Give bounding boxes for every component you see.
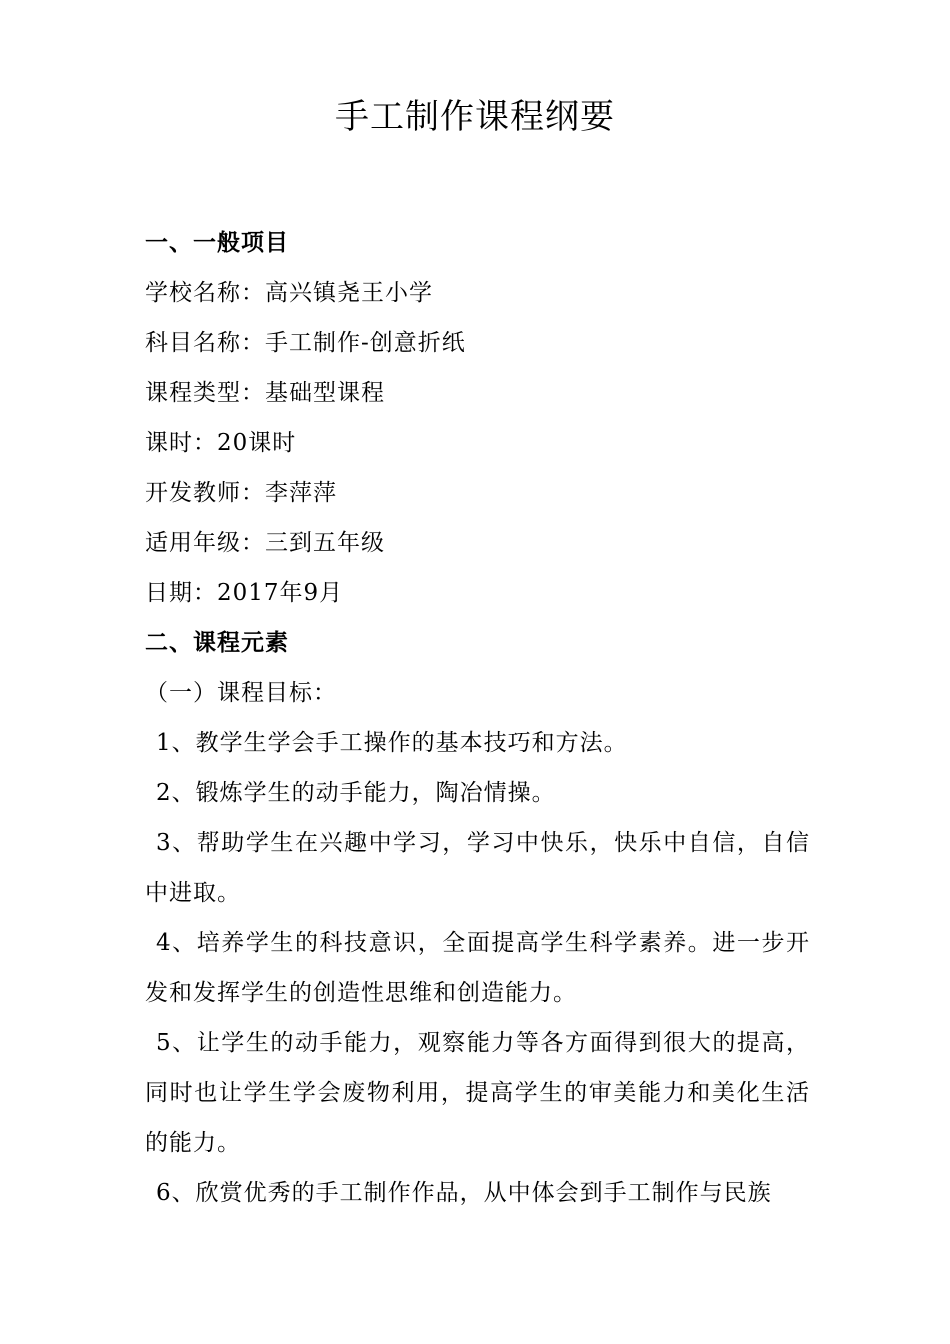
school-name-line: 学校名称：高兴镇尧王小学: [145, 280, 433, 306]
subject-name-line: 科目名称：手工制作-创意折纸: [145, 330, 466, 356]
section-heading-elements: 二、课程元素: [145, 630, 289, 656]
document-title: 手工制作课程纲要: [335, 97, 615, 137]
teacher-line: 开发教师：李萍萍: [145, 480, 337, 506]
goal-item: 4、培养学生的科技意识，全面提高学生科学素养。进一步开发和发挥学生的创造性思维和创造能力。: [145, 930, 810, 1006]
section-heading-general: 一、一般项目: [145, 230, 289, 256]
document-body: [145, 218, 810, 1218]
class-hours-line: 课时：20课时: [145, 430, 297, 456]
goal-item: 2、锻炼学生的动手能力，陶冶情操。: [156, 780, 556, 806]
goal-item: 5、让学生的动手能力，观察能力等各方面得到很大的提高，同时也让学生学会废物利用，提高学生的审美能力和美化生活的能力。: [145, 1030, 810, 1156]
grades-line: 适用年级：三到五年级: [145, 530, 385, 556]
goal-item: 3、帮助学生在兴趣中学习，学习中快乐，快乐中自信，自信中进取。: [145, 830, 810, 906]
goals-subheading: （一）课程目标：: [145, 680, 337, 706]
goal-item: 6、欣赏优秀的手工制作作品，从中体会到手工制作与民族: [156, 1180, 772, 1206]
course-type-line: 课程类型：基础型课程: [145, 380, 385, 406]
date-line: 日期：2017年9月: [145, 580, 344, 606]
goal-item: 1、教学生学会手工操作的基本技巧和方法。: [156, 730, 628, 756]
